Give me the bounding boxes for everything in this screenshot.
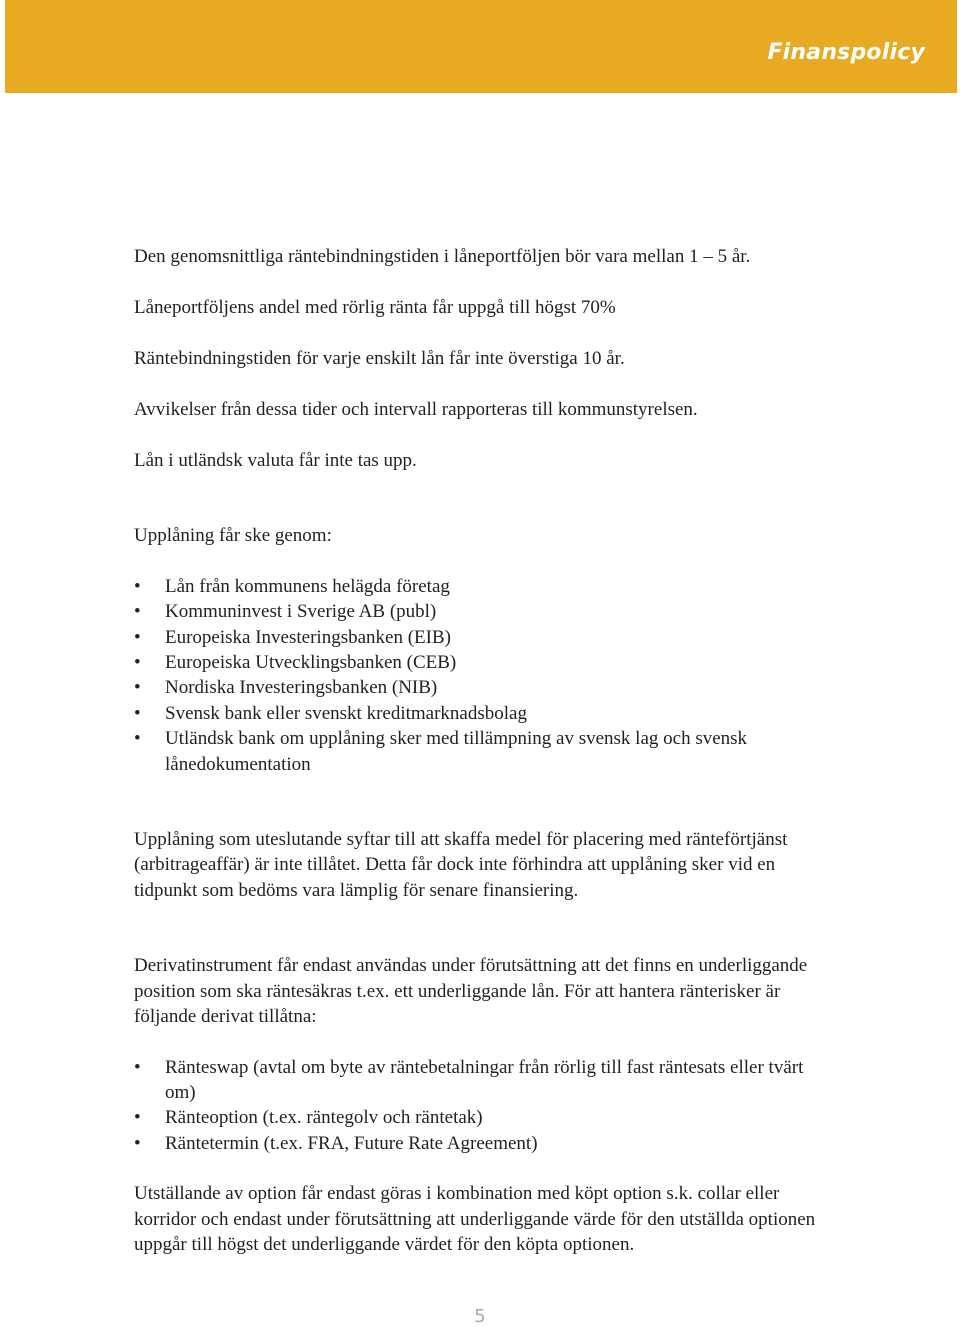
intro-paragraph: Räntebindningstiden för varje enskilt lån får inte överstiga 10 år. [134, 348, 625, 369]
arbitrage-paragraph: Upplåning som uteslutande syftar till att skaffa medel för placering med ränteförtjänst (arbitrageaffär) är inte tillåtet. Detta får dock inte förhindra att upplåning sker vid en tidpunkt som bedöms vara lämplig för senare finansiering. [134, 829, 788, 901]
list-item: • Europeiska Investeringsbanken (EIB) [134, 625, 834, 650]
list-item: • Utländsk bank om upplåning sker med tillämpning av svensk lag och svensk lånedokumentation [134, 726, 834, 777]
borrowing-list [134, 574, 834, 777]
intro-paragraph: Avvikelser från dessa tider och intervall rapporteras till kommunstyrelsen. [134, 399, 698, 420]
intro-paragraph: Den genomsnittliga räntebindningstiden i låneportföljen bör vara mellan 1 – 5 år. [134, 246, 751, 267]
list-item: • Nordiska Investeringsbanken (NIB) [134, 675, 834, 700]
derivatives-list [134, 1055, 834, 1157]
derivatives-lead: Derivatinstrument får endast användas under förutsättning att det finns en underliggande position som ska räntesäkras t.ex. ett underliggande lån. För att hantera ränterisker är följande derivat tillåtna: [134, 955, 808, 1028]
header-title: Finanspolicy [767, 40, 925, 65]
intro-paragraph: Låneportföljens andel med rörlig ränta får uppgå till högst 70% [134, 297, 616, 318]
list-item: • Kommuninvest i Sverige AB (publ) [134, 599, 834, 624]
document-body [134, 244, 834, 1257]
list-item: • Lån från kommunens helägda företag [134, 574, 834, 599]
list-item: • Ränteswap (avtal om byte av räntebetalningar från rörlig till fast räntesats eller tvärt om) [134, 1055, 834, 1106]
list-item: • Europeiska Utvecklingsbanken (CEB) [134, 650, 834, 675]
intro-paragraph: Lån i utländsk valuta får inte tas upp. [134, 450, 417, 471]
list-item: • Svensk bank eller svenskt kreditmarknadsbolag [134, 701, 834, 726]
list-item: • Räntetermin (t.ex. FRA, Future Rate Agreement) [134, 1131, 834, 1156]
intro-section [134, 244, 834, 473]
borrowing-lead: Upplåning får ske genom: [134, 525, 332, 547]
page-number: 5 [474, 1306, 486, 1327]
list-item: • Ränteoption (t.ex. räntegolv och räntetak) [134, 1105, 834, 1130]
options-paragraph: Utställande av option får endast göras i kombination med köpt option s.k. collar eller korridor och endast under förutsättning att underliggande värde för den utställda optionen uppgår till högst det underliggande värdet för den köpta optionen. [134, 1183, 816, 1255]
header-band [5, 0, 957, 93]
